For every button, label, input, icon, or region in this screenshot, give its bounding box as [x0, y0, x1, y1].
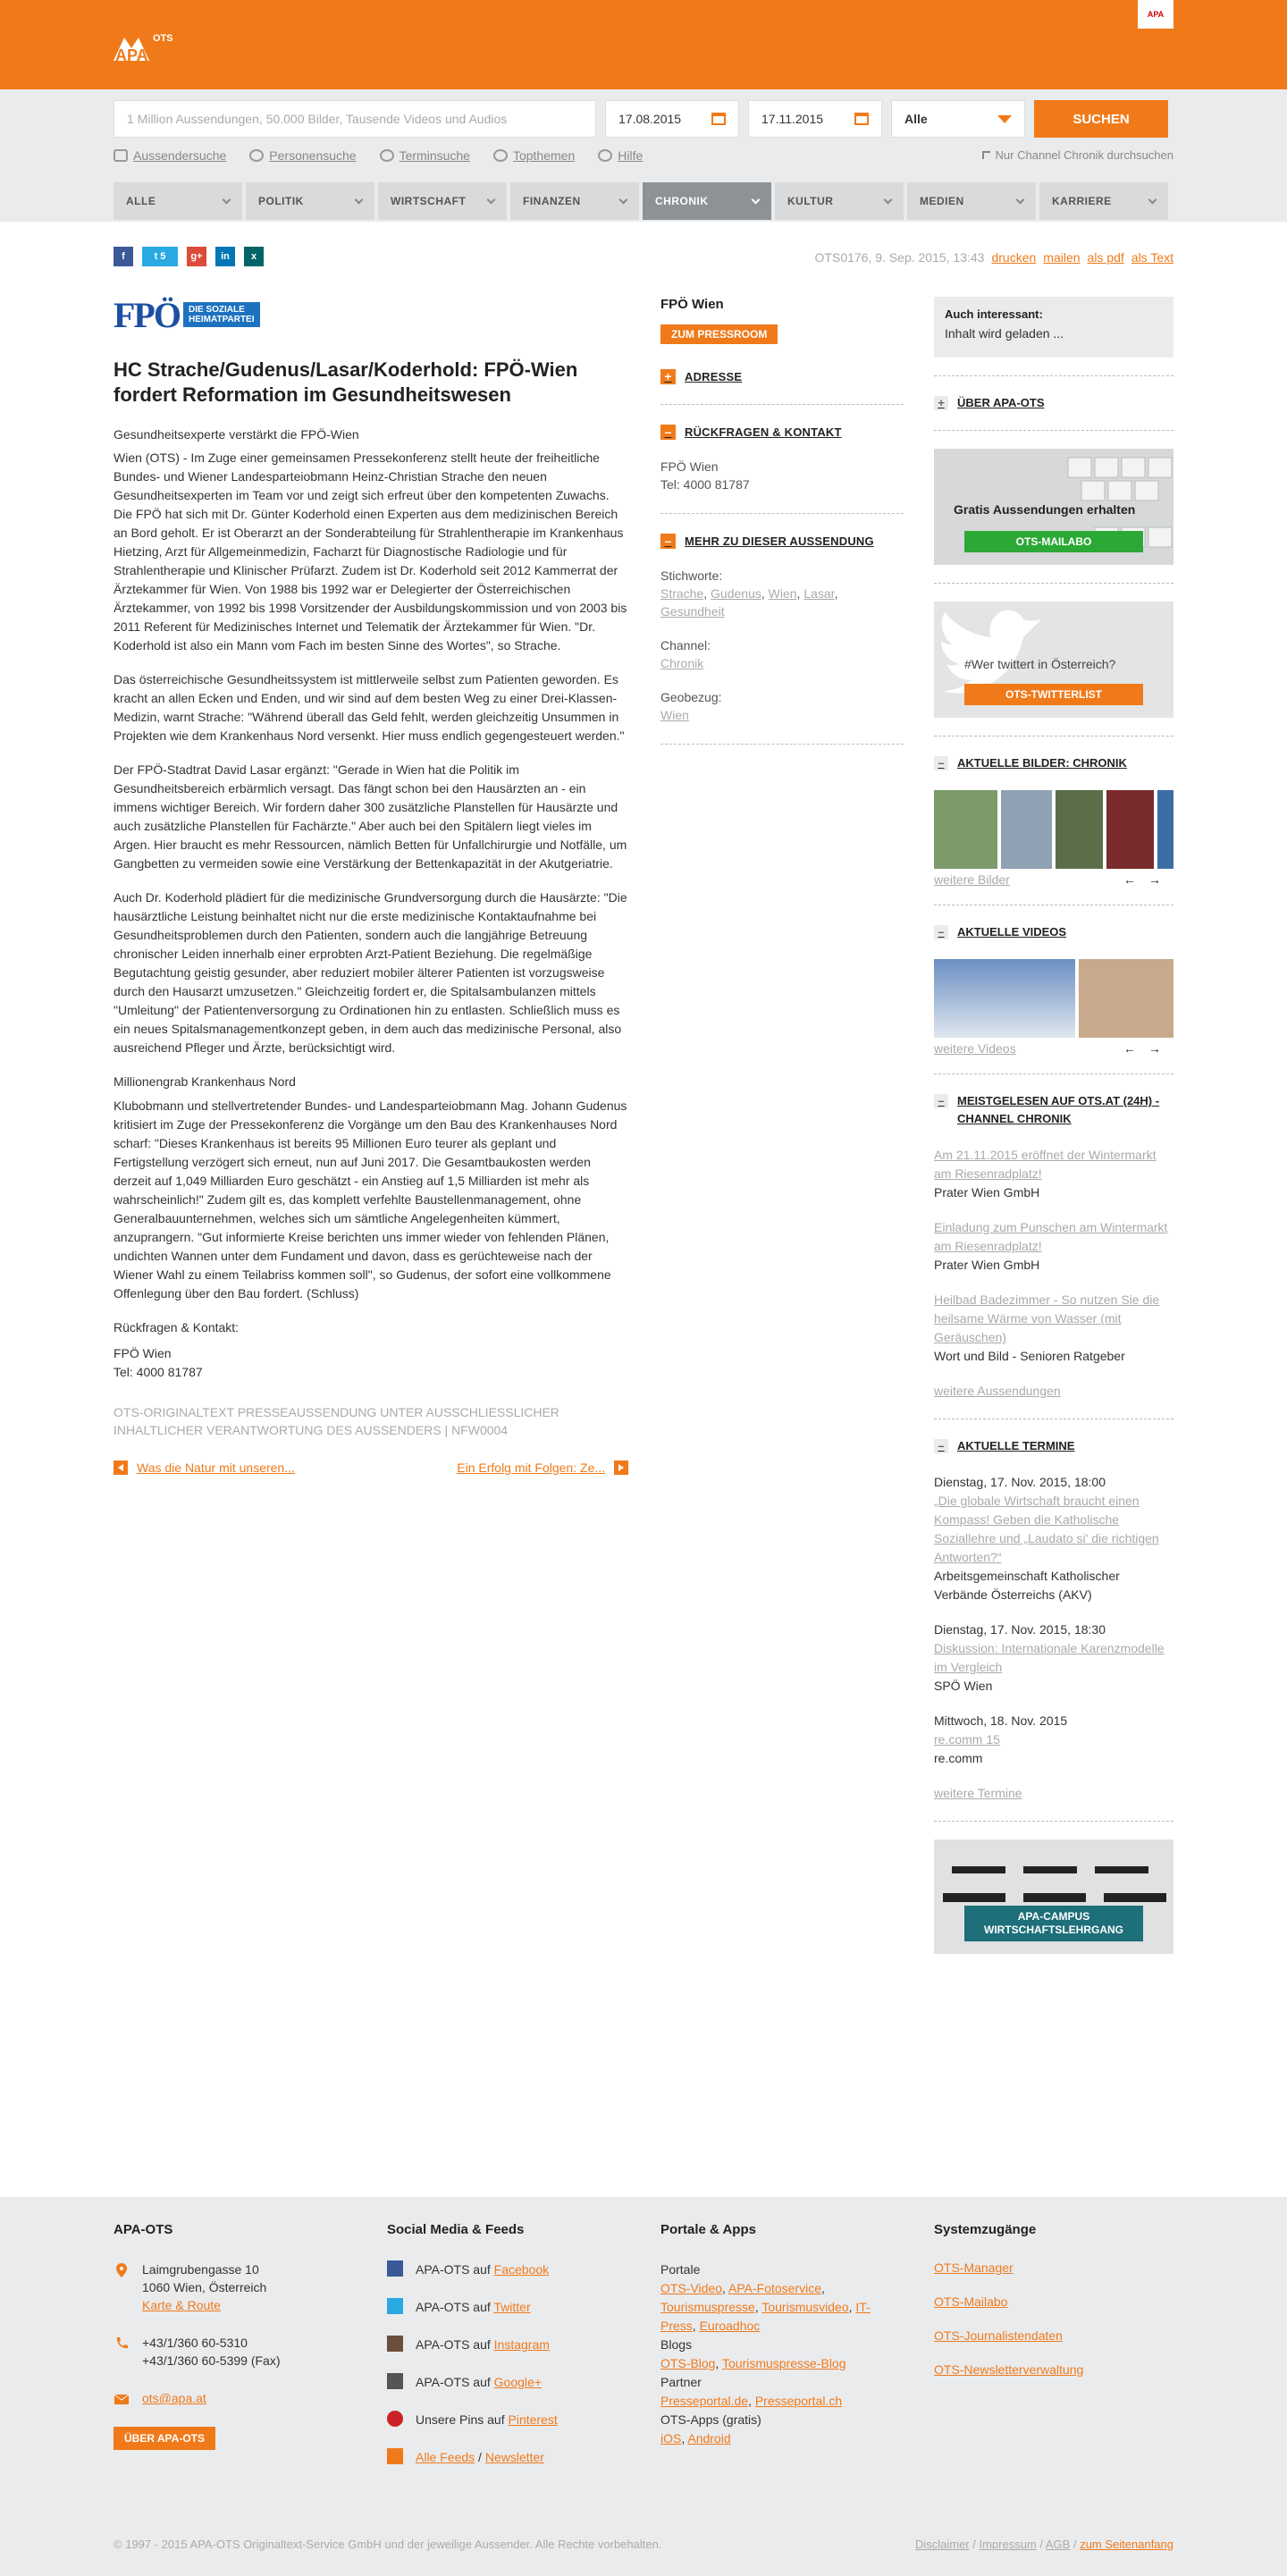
footer-heading: Portale & Apps [660, 2222, 756, 2237]
chevron-down-icon [884, 195, 893, 204]
chevron-down-icon [619, 195, 628, 204]
chevron-down-icon [223, 195, 231, 204]
link-personensuche[interactable]: Personensuche [269, 148, 357, 163]
carousel-arrows[interactable]: ←→ [1123, 872, 1173, 887]
blog-link[interactable]: Tourismuspresse-Blog [722, 2356, 846, 2370]
route-link[interactable]: Karte & Route [142, 2298, 221, 2312]
nav-politik[interactable]: POLITIK [246, 182, 374, 220]
minus-icon: – [934, 925, 948, 939]
twitterlist-banner[interactable]: #Wer twittert in Österreich? OTS-TWITTERLIST [934, 602, 1173, 718]
filter-select[interactable]: Alle [891, 100, 1025, 138]
keywords-label: Stichworte: [660, 568, 723, 583]
nav-alle[interactable]: ALLE [114, 182, 242, 220]
news-image[interactable] [934, 790, 997, 869]
partner-link[interactable]: Presseportal.de [660, 2394, 749, 2408]
nav-finanzen[interactable]: FINANZEN [510, 182, 639, 220]
checkbox-icon [982, 151, 990, 159]
ots-mailabo-link[interactable]: OTS-Mailabo [934, 2294, 1008, 2309]
facebook-icon [387, 2260, 403, 2277]
prev-article[interactable]: Was die Natur mit unseren... [114, 1461, 295, 1475]
nav-wirtschaft[interactable]: WIRTSCHAFT [378, 182, 507, 220]
minus-icon: – [934, 1439, 948, 1453]
category-nav [114, 182, 1168, 220]
link-aussendersuche[interactable]: Aussendersuche [133, 148, 227, 163]
mail-link[interactable]: mailen [1043, 250, 1081, 265]
keyword-link[interactable]: Strache [660, 586, 704, 601]
newsletter-link[interactable]: Newsletter [484, 2450, 544, 2464]
text-link[interactable]: als Text [1131, 250, 1173, 265]
date-to-field[interactable]: 17.11.2015 [748, 100, 882, 138]
pinterest-icon [387, 2411, 403, 2427]
agb-link[interactable]: AGB [1045, 2538, 1071, 2551]
geo-label: Geobezug: [660, 690, 722, 704]
date-from-field[interactable]: 17.08.2015 [605, 100, 739, 138]
news-image[interactable] [1157, 790, 1173, 869]
calendar-icon [711, 113, 726, 125]
keyword-link[interactable]: Lasar [803, 586, 835, 601]
apa-ots-logo[interactable] [114, 29, 189, 64]
pressroom-button[interactable]: ZUM PRESSROOM [660, 324, 778, 344]
article-title: HC Strache/Gudenus/Lasar/Koderhold: FPÖ-Wien fordert Reformation im Gesundheitswesen [114, 358, 578, 406]
googleplus-icon [387, 2373, 403, 2389]
disclaimer-link[interactable]: Disclaimer [914, 2538, 970, 2551]
image-carousel [934, 790, 1173, 869]
back-to-top-link[interactable]: zum Seitenanfang [1080, 2538, 1173, 2551]
person-icon [249, 149, 264, 162]
campus-banner[interactable] [934, 1839, 1173, 1954]
instagram-icon [387, 2336, 403, 2352]
portal-link[interactable]: IT-Press [660, 2300, 871, 2333]
chevron-down-icon [752, 195, 761, 204]
app-link[interactable]: iOS [660, 2431, 682, 2446]
sidebar [934, 297, 1173, 1954]
app-link[interactable]: Android [687, 2431, 731, 2446]
next-article[interactable]: Ein Erfolg mit Folgen: Ze... [457, 1461, 628, 1475]
contact-phone: Tel: 4000 81787 [660, 477, 750, 492]
svg-text:APA: APA [115, 46, 148, 64]
link-hilfe[interactable]: Hilfe [618, 148, 644, 163]
mail-icon [114, 2391, 130, 2407]
rss-icon [387, 2448, 403, 2464]
more-images-link[interactable]: weitere Bilder [934, 872, 1010, 887]
minus-icon: – [660, 425, 676, 440]
search-button[interactable]: SUCHEN [1034, 100, 1168, 138]
apa-badge[interactable]: APA [1138, 0, 1173, 29]
impressum-link[interactable]: Impressum [979, 2538, 1037, 2551]
article-paragraph: Klubobmann und stellvertretender Bundes- und Landesparteiobmann Mag. Johann Gudenus kritisiert im Zuge der Pressekonferenz die Vorgänge um den Bau des Krankenhauses Nord scharf: "Dieses Krankenhaus ist bereits 95 Millionen Euro teurer als geplant und Fertigstellung verzögert sich erneut, nun auf Juni 2017. Die Gesamtbaukosten werden derzeit auf 1,049 Milliarden Euro geschätzt - ein Anstieg auf 1,5 Milliarden ist mehr als wahrscheinlich!" Zudem gilt es, das komplett verfehlte Baustellenmanagement, ohne Generalbauunternehmen, welches sich um sämtliche Angelegenheiten kümmert, anzuprangern. "Gut informierte Kreise berichten uns immer wieder von fehlenden Plänen, undichten Wannen unter dem Fundament und davon, dass es gerüchteweise nach der Wiener Wahl zu einem Teilabriss kommen soll", so Gudenus, der sofort eine vollkommene Offenlegung über den Bau fordert. (Schluss) [114, 1099, 627, 1301]
linkedin-share-icon[interactable]: in [215, 247, 235, 266]
pinterest-link[interactable]: Pinterest [508, 2412, 558, 2427]
facebook-share-icon[interactable]: f [114, 247, 133, 266]
about-apa-ots-toggle[interactable]: + ÜBER APA-OTS [934, 394, 1173, 412]
clock-icon [380, 149, 394, 162]
mostread-toggle[interactable]: – MEISTGELESEN AUF OTS.AT (24H) - CHANNEL CHRONIK [934, 1092, 1173, 1128]
blog-link[interactable]: OTS-Blog [660, 2356, 716, 2370]
ots-journalistendaten-link[interactable]: OTS-Journalistendaten [934, 2328, 1063, 2343]
xing-share-icon[interactable]: x [244, 247, 264, 266]
chevron-down-icon [997, 115, 1012, 123]
plus-icon: + [660, 369, 676, 384]
nav-chronik[interactable]: CHRONIK [643, 182, 771, 220]
chevron-down-icon [1148, 195, 1157, 204]
channel-link[interactable]: Chronik [660, 656, 704, 670]
sender-name: FPÖ Wien [660, 297, 724, 312]
geo-link[interactable]: Wien [660, 708, 689, 722]
top-header [0, 0, 1287, 89]
googleplus-link[interactable]: Google+ [493, 2375, 542, 2389]
twitter-share-button[interactable]: t 5 [142, 247, 178, 266]
link-topthemen[interactable]: Topthemen [512, 148, 576, 163]
portal-link[interactable]: OTS-Video [660, 2281, 722, 2295]
article-subtitle: Gesundheitsexperte verstärkt die FPÖ-Wien [114, 427, 359, 442]
keyword-link[interactable]: Gudenus [711, 586, 761, 601]
chevron-down-icon [355, 195, 364, 204]
channel-label: Channel: [660, 638, 711, 652]
copyright: © 1997 - 2015 APA-OTS Originaltext-Service GmbH und der jeweilige Aussender. Alle Rechte vorbehalten. [114, 2538, 662, 2551]
events-list [934, 1473, 1173, 1803]
phone-icon [114, 2336, 130, 2352]
video-carousel [934, 959, 1173, 1038]
fpo-logo: FPÖ DIE SOZIALE HEIMATPARTEI [114, 297, 628, 333]
minus-icon: – [934, 756, 948, 770]
twitter-icon [387, 2298, 403, 2314]
ots-newsletter-link[interactable]: OTS-Newsletterverwaltung [934, 2362, 1084, 2377]
feeds-link[interactable]: Alle Feeds [416, 2450, 475, 2464]
keyword-link[interactable]: Gesundheit [660, 604, 725, 619]
more-toggle[interactable]: – MEHR ZU DIESER AUSSENDUNG [660, 534, 904, 549]
svg-text:OTS: OTS [153, 33, 173, 44]
calendar-icon [854, 113, 869, 125]
prev-next-nav [114, 1461, 628, 1475]
nav-medien[interactable]: MEDIEN [907, 182, 1036, 220]
facebook-link[interactable]: Facebook [493, 2262, 550, 2277]
list-item: Einladung zum Punschen am Wintermarkt am Riesenradplatz! Prater Wien GmbH [934, 1220, 1168, 1272]
nav-kultur[interactable]: KULTUR [775, 182, 904, 220]
article-paragraph: Der FPÖ-Stadtrat David Lasar ergänzt: "Gerade in Wien hat die Politik im Gesundheitsbereich erbärmlich versagt. Das fängt schon bei den Hausärzten an - ein immens wichtiger Bereich. Wir fordern daher 300 zusätzliche Planstellen für Hausärzte und auch zusätzliche Planstellen für Fachärzte." Aber auch bei den Spitälern liegt vieles im Argen. Hier braucht es mehr Ressourcen, nämlich Betten für Unfallchirurgie und Notfälle, um Gangbetten zu vermeiden sowie eine Verstärkung der Bettenkapazität in der Akutgeriatrie. [114, 762, 627, 871]
article-paragraph: Auch Dr. Koderhold plädiert für die medizinische Grundversorgung durch die Hausärzte: "Die hausärztliche Leistung beinhaltet nicht nur die erste medizinische Kontaktaufnahme bei Gesundheitsproblemen durch den Patienten, sondern auch die langjährige Betreuung chronischer Leiden innerhalb einer erprobten Arzt-Patient Beziehung. Die regelmäßige Begutachtung geistig gesunder, aber reduziert mobiler älterer Patienten ist vorzugsweise durch den Hausarzt umzusetzen." Gleichzeitig fordert er, die Spitalsambulanzen mittels "Umleitung" der Patientenversorgung zu Ordinationen hin zu entlasten. Schließlich muss es ein neues Spitalsmanagementkonzept geben, in dem auch das medizinische Personal, also ausreichend Pfleger und Ärzte, berücksichtigt wird. [114, 890, 627, 1055]
video-thumb[interactable] [934, 959, 1075, 1038]
arrow-left-icon [114, 1461, 128, 1475]
more-videos-link[interactable]: weitere Videos [934, 1041, 1016, 1056]
ots-disclaimer: OTS-ORIGINALTEXT PRESSEAUSSENDUNG UNTER AUSSCHLIESSLICHER INHALTLICHER VERANTWORTUNG DES AUSSENDERS | NFW0004 [114, 1405, 559, 1437]
mailabo-banner[interactable]: Gratis Aussendungen erhalten OTS-MAILABO [934, 449, 1173, 565]
chevron-down-icon [1016, 195, 1025, 204]
minus-icon: – [934, 1094, 948, 1108]
page-footer: APA-OTS Laimgrubengasse 10 1060 Wien, Österreich Karte & Route +43/1/360 60-5310 +43/1/360 60-5399 (Fax) ots@apa.at ÜBER APA-OTS Social Media & Feeds APA-OTS auf Facebook APA-OTS auf Twitter APA-OTS auf Instagram APA-OTS auf Google+ Unsere Pins auf Pinterest Alle Feeds / Newsletter Portale & Apps Portale OTS-Video, APA-Fotoservice, Tourismuspresse, Tourismusvideo, IT-Press, Euroadhoc Blogs OTS-Blog, Tourismuspresse-Blog Partner Presseportal.de, Presseportal.ch OTS-Apps (gratis) iOS, Android Systemzugänge OTS-Manager OTS-Mailabo OTS-Journalistendaten OTS-Newsletterverwaltung © 1997 - 2015 APA-OTS Originaltext-Service GmbH und der jeweilige Aussender. Alle Rechte vorbehalten. Disclaimer / Impressum / AGB / zum Seitenanfang [0, 2197, 1287, 2576]
footer-heading: Social Media & Feeds [387, 2222, 525, 2237]
print-link[interactable]: drucken [991, 250, 1037, 265]
nav-karriere[interactable]: KARRIERE [1039, 182, 1168, 220]
compass-icon [493, 149, 508, 162]
location-pin-icon [114, 2262, 130, 2278]
contact-name: FPÖ Wien [660, 459, 719, 474]
ots-id: OTS0176, 9. Sep. 2015, 13:43 [814, 250, 985, 265]
list-item: Heilbad Badezimmer - So nutzen Sie die heilsame Wärme von Wasser (mit Geräuschen) Wort und Bild - Senioren Ratgeber [934, 1292, 1160, 1363]
sender-column: FPÖ Wien ZUM PRESSROOM + ADRESSE – RÜCKFRAGEN & KONTAKT FPÖ Wien Tel: 4000 81787 – MEHR ZU DIESER AUSSENDUNG Stichworte: Strache, Gudenus, Wien, Lasar, Gesundheit Channel: Chronik Geobezug: Wien [660, 297, 904, 764]
keyword-link[interactable]: Wien [768, 586, 797, 601]
article-meta [815, 250, 1173, 265]
twitterlist-button[interactable]: OTS-TWITTERLIST [964, 684, 1143, 705]
mostread-list [934, 1146, 1173, 1401]
minus-icon: – [660, 534, 676, 549]
footer-heading: Systemzugänge [934, 2222, 1037, 2237]
address-toggle[interactable]: + ADRESSE [660, 369, 904, 384]
portal-link[interactable]: Tourismusvideo [761, 2300, 849, 2314]
share-bar [114, 247, 264, 266]
footer-heading: APA-OTS [114, 2222, 173, 2237]
video-thumb[interactable] [1079, 959, 1173, 1038]
more-events-link[interactable]: weitere Termine [934, 1786, 1022, 1800]
videos-toggle[interactable]: – AKTUELLE VIDEOS [934, 923, 1173, 941]
sender-icon [114, 149, 128, 162]
news-image[interactable] [1106, 790, 1154, 869]
portal-link[interactable]: APA-Fotoservice [728, 2281, 822, 2295]
content-area [114, 222, 1173, 2197]
images-toggle[interactable]: – AKTUELLE BILDER: CHRONIK [934, 754, 1173, 772]
list-item: Am 21.11.2015 eröffnet der Wintermarkt am Riesenradplatz! Prater Wien GmbH [934, 1148, 1157, 1200]
portal-link[interactable]: Euroadhoc [699, 2319, 761, 2333]
email-link[interactable]: ots@apa.at [142, 2391, 206, 2405]
mailabo-button[interactable]: OTS-MAILABO [964, 531, 1143, 552]
link-terminsuche[interactable]: Terminsuche [399, 148, 470, 163]
news-image[interactable] [1056, 790, 1103, 869]
article-contact-label: Rückfragen & Kontakt: [114, 1320, 240, 1334]
article-paragraph: Wien (OTS) - Im Zuge einer gemeinsamen Pressekonferenz stellt heute der freiheitliche Bundes- und Wiener Landesparteiobmann Heinz-Christian Strache den neuen Gesundheitsexperten im Team vor und zeigt sich erfreut über den kompetenten Zuwachs. Die FPÖ hat sich mit Dr. Günter Koderhold einen Experten aus dem medizinischen Bereich an Bord geholt. Er ist Oberarzt an der Sonderabteilung für Strahlentherapie im Krankenhaus Hietzing, Arzt für Allgemeinmedizin, Facharzt für Diagnostische Radiologie und für Strahlentherapie und Klinischer Prüfarzt. Zudem ist Dr. Koderhold seit 2012 Kammerrat der Ärztekammer für Wien. Von 1988 bis 1992 war er Delegierter der Österreichischen Ärztekammer, von 1992 bis 1998 Vorsitzender der Ausbildungskommission und von 2003 bis 2011 Referent für Medizinisches Internet und Telematik der Ärztekammer für Wien. "Dr. Koderhold ist also ein Mann vom Fach im besten Sinne des Wortes", so Strache. [114, 450, 627, 652]
list-item: Mittwoch, 18. Nov. 2015 re.comm 15 re.comm [934, 1713, 1068, 1765]
article [114, 294, 628, 1475]
info-icon [598, 149, 612, 162]
search-input[interactable]: 1 Million Aussendungen, 50.000 Bilder, Tausende Videos und Audios [114, 100, 596, 138]
more-releases-link[interactable]: weitere Aussendungen [934, 1384, 1061, 1398]
arrow-right-icon [614, 1461, 628, 1475]
ots-manager-link[interactable]: OTS-Manager [934, 2260, 1014, 2275]
article-paragraph: Das österreichische Gesundheitssystem ist mittlerweile selbst zum Patienten geworden. Es kracht an allen Ecken und Enden, und wir sind auf dem besten Weg zu einer Drei-Klassen-Medizin, warnt Strache: "Während überall das Geld fehlt, werden gleichzeitig Unsummen in Projekten wie dem Krankenhaus Nord versenkt. Hier muss endlich gegengesteuert werden." [114, 672, 625, 743]
twitter-link[interactable]: Twitter [493, 2300, 531, 2314]
partner-link[interactable]: Presseportal.ch [754, 2394, 843, 2408]
interest-box: Auch interessant: Inhalt wird geladen ... [934, 297, 1173, 358]
campus-button[interactable]: APA-CAMPUS WIRTSCHAFTSLEHRGANG [964, 1906, 1143, 1941]
pdf-link[interactable]: als pdf [1087, 250, 1124, 265]
carousel-arrows[interactable]: ←→ [1123, 1041, 1173, 1056]
news-image[interactable] [1001, 790, 1052, 869]
events-toggle[interactable]: – AKTUELLE TERMINE [934, 1437, 1173, 1455]
channel-only-checkbox[interactable]: Nur Channel Chronik durchsuchen [982, 148, 1173, 162]
about-apa-ots-button[interactable]: ÜBER APA-OTS [114, 2427, 215, 2450]
googleplus-share-icon[interactable]: g+ [187, 247, 206, 266]
instagram-link[interactable]: Instagram [493, 2337, 550, 2352]
chevron-down-icon [487, 195, 496, 204]
search-area [0, 89, 1287, 222]
list-item: Dienstag, 17. Nov. 2015, 18:30 Diskussion: Internationale Karenzmodelle im Vergleich SPÖ Wien [934, 1622, 1165, 1693]
portal-link[interactable]: Tourismuspresse [660, 2300, 755, 2314]
plus-icon: + [934, 396, 948, 410]
article-contact: FPÖ Wien Tel: 4000 81787 [114, 1346, 203, 1379]
article-subheading: Millionengrab Krankenhaus Nord [114, 1074, 296, 1089]
contact-toggle[interactable]: – RÜCKFRAGEN & KONTAKT [660, 425, 904, 440]
list-item: Dienstag, 17. Nov. 2015, 18:00 „Die globale Wirtschaft braucht einen Kompass! Geben die Katholische Soziallehre und „Laudato si' die richtigen Antworten?“ Arbeitsgemeinschaft Katholischer Verbände Österreichs (AKV) [934, 1475, 1159, 1602]
